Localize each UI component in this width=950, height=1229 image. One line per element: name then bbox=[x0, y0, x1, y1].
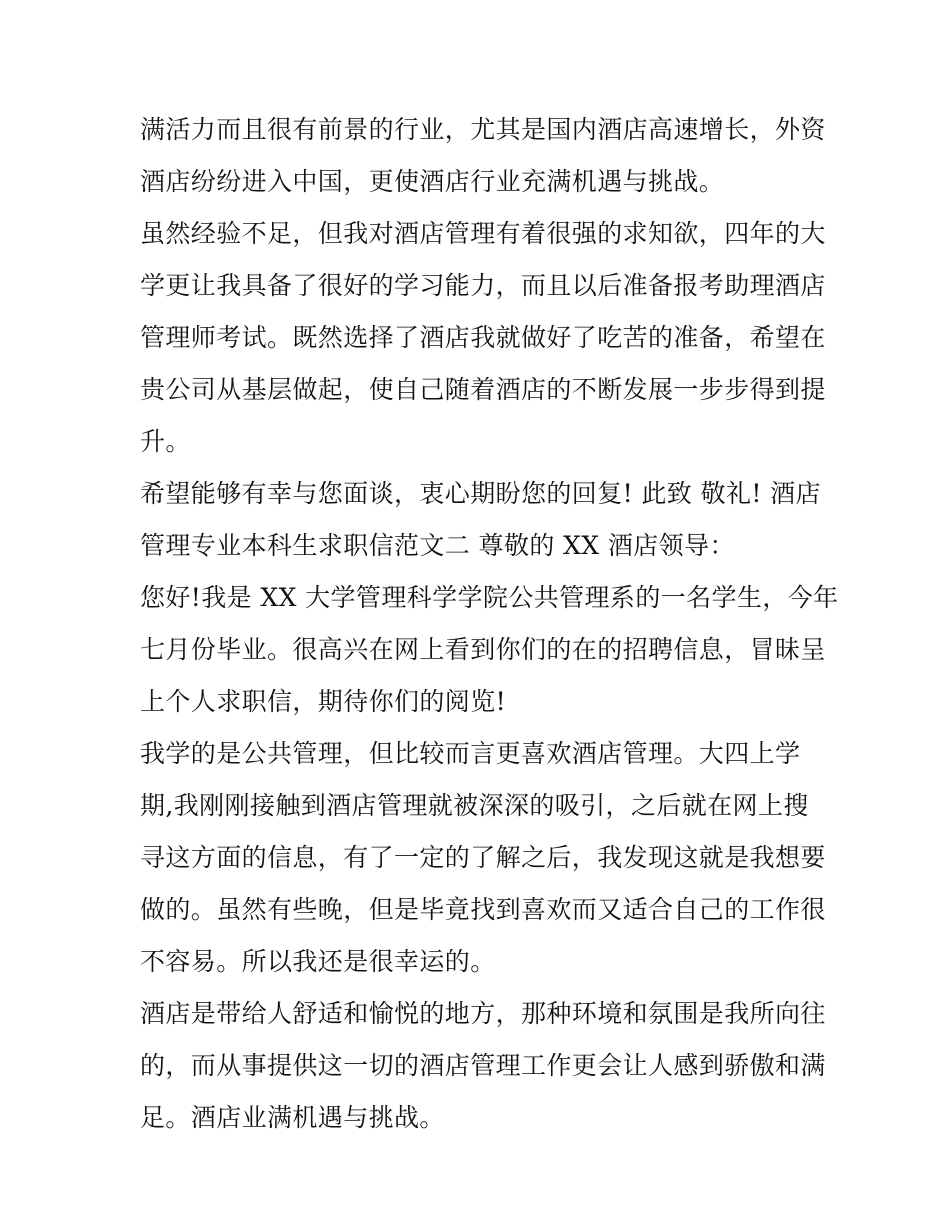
text-line: 贵公司从基层做起，使自己随着酒店的不断发展一步步得到提 bbox=[140, 375, 826, 404]
text-line: 期,我刚刚接触到酒店管理就被深深的吸引，之后就在网上搜 bbox=[140, 791, 809, 820]
text-line: 酒店纷纷进入中国，更使酒店行业充满机遇与挑战。 bbox=[140, 167, 725, 196]
text-line: 虽然经验不足，但我对酒店管理有着很强的求知欲，四年的大 bbox=[140, 219, 826, 248]
text-line: 足。酒店业满机遇与挑战。 bbox=[140, 1103, 445, 1132]
text-line: 做的。虽然有些晚，但是毕竟找到喜欢而又适合自己的工作很 bbox=[140, 895, 826, 924]
text-line: 管理师考试。既然选择了酒店我就做好了吃苦的准备，希望在 bbox=[140, 323, 826, 352]
text-line: 满活力而且很有前景的行业，尤其是国内酒店高速增长，外资 bbox=[140, 115, 826, 144]
document-body bbox=[140, 104, 839, 1144]
text-line: 您好!我是 XX 大学管理科学学院公共管理系的一名学生，今年 bbox=[140, 583, 839, 612]
text-line: 酒店是带给人舒适和愉悦的地方，那种环境和氛围是我所向往 bbox=[140, 999, 826, 1028]
text-line: 升。 bbox=[140, 427, 191, 456]
text-line: 不容易。所以我还是很幸运的。 bbox=[140, 947, 496, 976]
text-line: 管理专业本科生求职信范文二 尊敬的 XX 酒店领导： bbox=[140, 531, 735, 560]
text-line: 七月份毕业。很高兴在网上看到你们的在的招聘信息，冒昧呈 bbox=[140, 635, 826, 664]
text-line: 希望能够有幸与您面谈，衷心期盼您的回复! 此致 敬礼! 酒店 bbox=[140, 479, 821, 508]
text-line: 寻这方面的信息，有了一定的了解之后，我发现这就是我想要 bbox=[140, 843, 826, 872]
text-line: 上个人求职信，期待你们的阅览! bbox=[140, 687, 507, 716]
text-line: 我学的是公共管理，但比较而言更喜欢酒店管理。大四上学 bbox=[140, 739, 801, 768]
text-line: 学更让我具备了很好的学习能力，而且以后准备报考助理酒店 bbox=[140, 271, 826, 300]
text-line: 的，而从事提供这一切的酒店管理工作更会让人感到骄傲和满 bbox=[140, 1051, 826, 1080]
